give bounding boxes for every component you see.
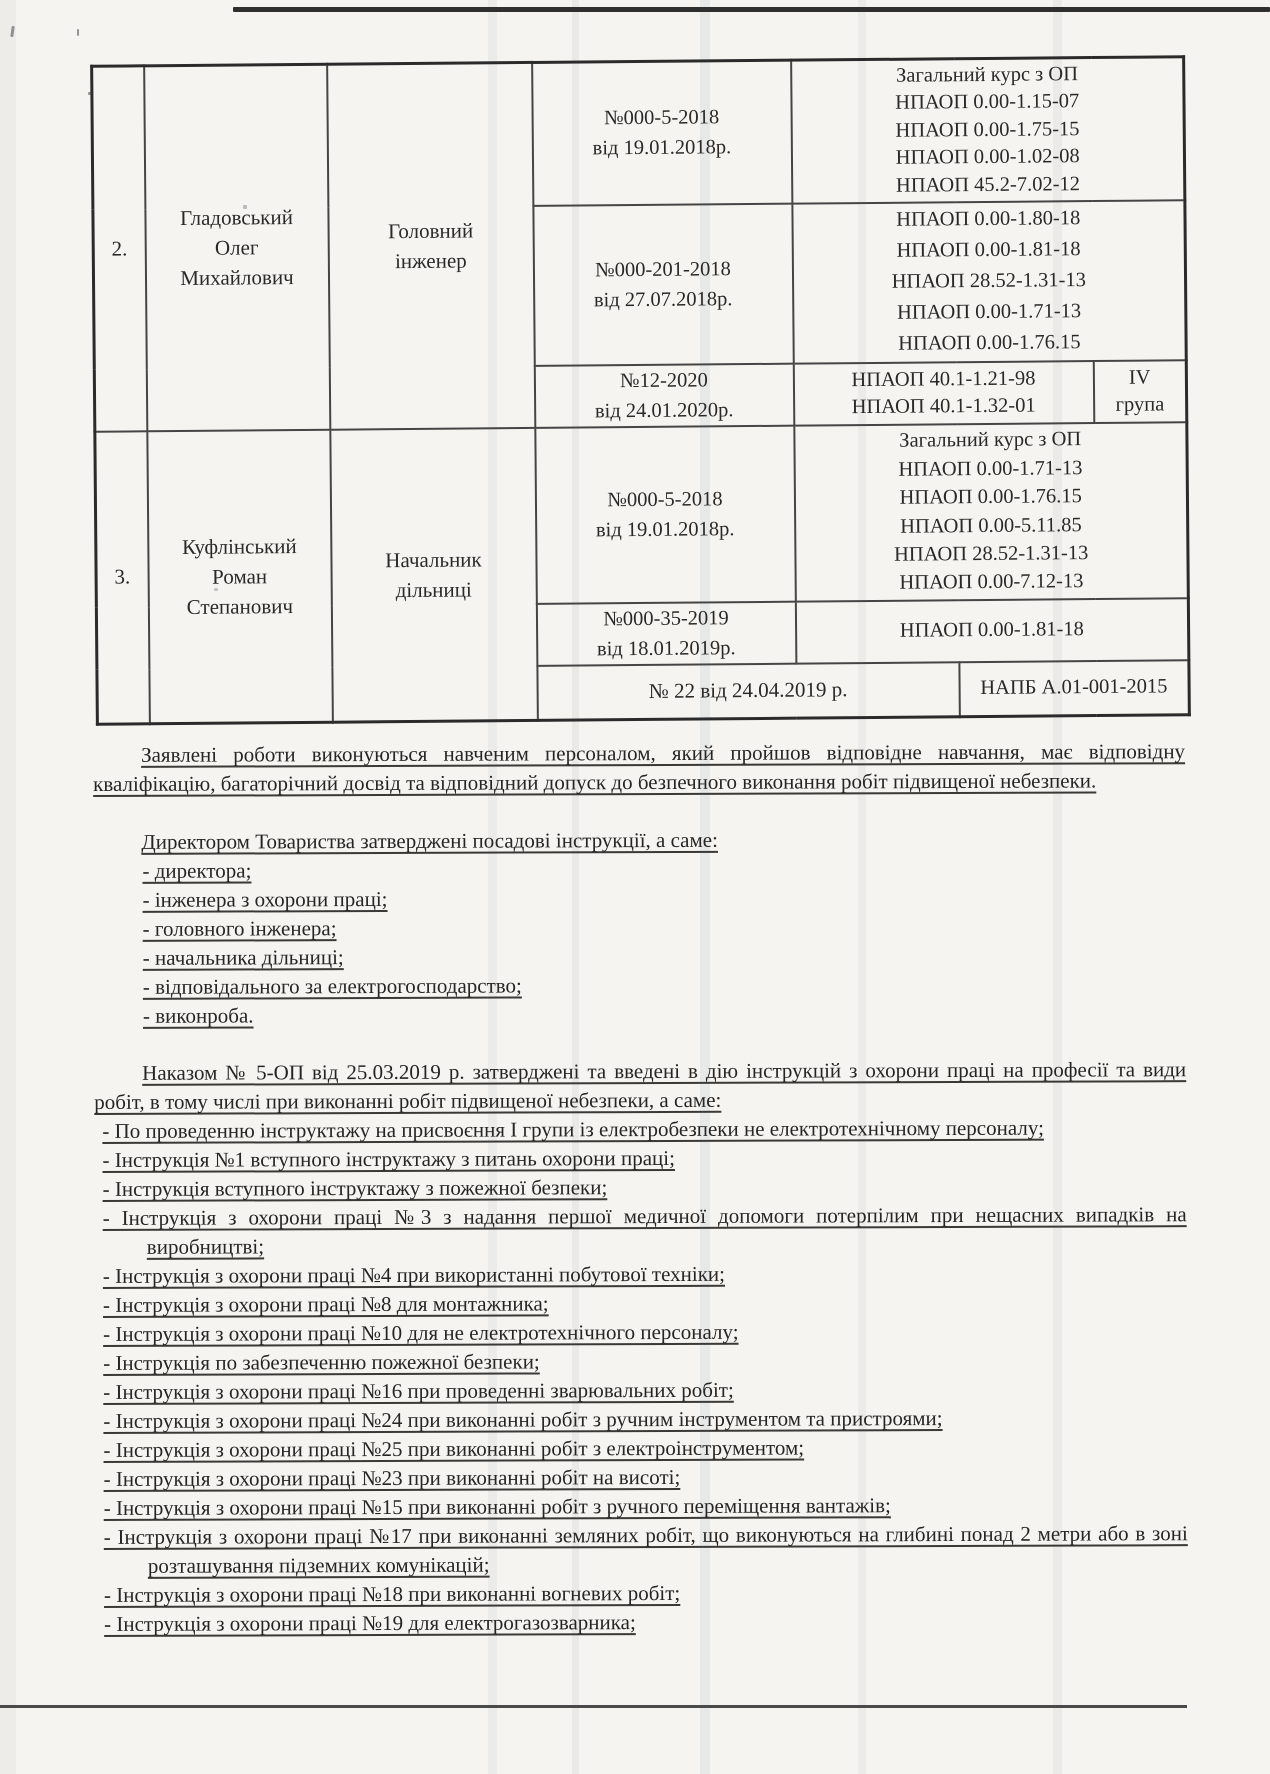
text-line: НПАОП 0.00-1.71-13 bbox=[896, 300, 1082, 324]
work-instruction-item: - Інструкція з охорони праці №16 при проведенні зварювальних робіт; bbox=[103, 1377, 734, 1404]
npaop-codes-cell bbox=[793, 361, 1094, 426]
text-line: НПАОП 0.00-1.02-08 bbox=[895, 145, 1080, 169]
text-line: Степанович bbox=[186, 593, 294, 619]
job-instruction-item: - головного інженера; bbox=[142, 916, 337, 941]
text-line: НПАОП 0.00-1.75-15 bbox=[895, 117, 1080, 142]
text-line: НПАОП 0.00-1.81-18 bbox=[899, 618, 1084, 642]
row-number-cell bbox=[92, 66, 147, 431]
text-line: №12-2020 bbox=[619, 368, 708, 392]
text-line: від 24.01.2020р. bbox=[594, 398, 734, 422]
employee-name-cell bbox=[147, 429, 333, 724]
npaop-codes-cell bbox=[795, 598, 1189, 663]
certificate-cell bbox=[532, 60, 792, 205]
text-line: інженер bbox=[394, 248, 467, 274]
text-line: НАПБ А.01-001-2015 bbox=[980, 675, 1168, 700]
qualifications-table bbox=[90, 55, 1191, 726]
certificate-cell bbox=[537, 662, 959, 721]
work-instruction-item: - Інструкція з охорони праці №19 для електрогазозварника; bbox=[104, 1610, 636, 1636]
certificate-cell bbox=[534, 363, 794, 427]
paragraph-job-instructions-intro: Директором Товариства затверджені посадові інструкції, а саме: bbox=[141, 827, 718, 854]
certificate-cell bbox=[536, 601, 796, 665]
work-instruction-item: - Інструкція з охорони праці №17 при виконанні земляних робіт, що виконуються на глибині понад 2 метри або в зоні розташування підземних комунікацій; bbox=[103, 1521, 1188, 1578]
work-instruction-item: - Інструкція з охорони праці №24 при виконанні робіт з ручним інструментом та пристроями; bbox=[103, 1406, 943, 1433]
text-line: №000-5-2018 bbox=[607, 487, 723, 511]
paragraph-qualified-personnel: Заявлені роботи виконуються навченим персоналом, який пройшов відповідне навчання, має відповідну кваліфікацію, багаторічний досвід та відповідний допуск до безпечного виконання робіт підвищеної небезпеки. bbox=[93, 739, 1186, 796]
row-number-cell bbox=[95, 431, 150, 724]
certificate-cell bbox=[533, 203, 793, 365]
text-line: Куфлінський bbox=[181, 533, 297, 559]
text-line: Роман bbox=[212, 564, 268, 589]
work-instruction-item: - Інструкція по забезпеченню пожежної безпеки; bbox=[103, 1349, 540, 1375]
job-instruction-item: - директора; bbox=[142, 858, 252, 883]
job-instruction-item: - відповідального за електрогосподарство; bbox=[142, 973, 522, 999]
job-instruction-item: - інженера з охорони праці; bbox=[142, 886, 388, 912]
work-instruction-item: - Інструкція з охорони праці №10 для не електротехнічного персоналу; bbox=[103, 1319, 739, 1346]
electrical-safety-group-cell bbox=[1093, 360, 1187, 423]
scan-edge-shadow bbox=[0, 0, 16, 1774]
text-line: НПАОП 0.00-1.76.15 bbox=[898, 331, 1081, 355]
text-line: Начальник bbox=[385, 547, 482, 572]
qualifications-table-wrapper bbox=[90, 55, 1191, 726]
position-cell bbox=[327, 62, 535, 429]
text-line: IV bbox=[1128, 366, 1151, 389]
npaop-codes-cell bbox=[791, 57, 1185, 203]
text-line: група bbox=[1115, 392, 1165, 416]
text-line: НПАОП 0.00-1.71-13 bbox=[898, 456, 1083, 481]
scan-artifact-bottom-line bbox=[0, 1705, 1187, 1708]
npaop-codes-cell bbox=[794, 422, 1189, 601]
text-line: дільниці bbox=[395, 577, 472, 602]
text-line: НПАОП 0.00-1.80-18 bbox=[896, 207, 1081, 231]
work-instruction-item: - Інструкція вступного інструктажу з пожежної безпеки; bbox=[102, 1175, 608, 1201]
work-instruction-item: - Інструкція з охорони праці №23 при виконанні робіт на висоті; bbox=[103, 1464, 681, 1491]
work-instruction-item: - Інструкція з охорони праці №8 для монтажника; bbox=[102, 1291, 549, 1317]
work-instruction-item: - Інструкція №1 вступного інструктажу з питань охорони праці; bbox=[102, 1145, 675, 1172]
npaop-codes-cell bbox=[792, 200, 1186, 363]
paragraph-order-intro: Наказом № 5-ОП від 25.03.2019 р. затверджені та введені в дію інструкцій з охорони праці на професії та види робіт, в тому числі при виконанні робіт підвищеної небезпеки, а саме: bbox=[94, 1057, 1187, 1114]
document-body-text bbox=[93, 737, 1188, 1639]
text-line: від 27.07.2018р. bbox=[593, 287, 733, 311]
text-line: №000-35-2019 bbox=[603, 606, 729, 630]
work-instruction-item: - По проведенню інструктажу на присвоєння І групи із електробезпеки не електротехнічному персоналу; bbox=[102, 1115, 1044, 1143]
text-line: Михайлович bbox=[180, 265, 294, 291]
work-instruction-item: - Інструкція з охорони праці №3 з надання першої медичної допомоги потерпілим при нещасних випадків на виробництві; bbox=[102, 1202, 1187, 1259]
text-line: Загальний курс з ОП bbox=[899, 428, 1082, 453]
text-line: НПАОП 0.00-1.81-18 bbox=[896, 238, 1081, 262]
npaop-codes-cell bbox=[959, 660, 1189, 717]
text-line: НПАОП 40.1-1.21-98 bbox=[851, 367, 1036, 391]
position-cell bbox=[330, 427, 538, 722]
text-line: НПАОП 28.52-1.31-13 bbox=[891, 269, 1087, 293]
text-line: від 19.01.2018р. bbox=[592, 136, 732, 160]
table-row bbox=[92, 57, 1185, 210]
text-line: НПАОП 28.52-1.31-13 bbox=[893, 542, 1089, 566]
text-line: №000-201-2018 bbox=[594, 257, 731, 281]
employee-name-cell bbox=[144, 64, 330, 431]
table-row bbox=[95, 422, 1189, 608]
work-instruction-item: - Інструкція з охорони праці №4 при використанні побутової техніки; bbox=[102, 1261, 726, 1288]
text-line: НПАОП 45.2-7.02-12 bbox=[895, 172, 1081, 197]
work-instructions-list bbox=[94, 1113, 1188, 1639]
text-line: Головний bbox=[387, 218, 474, 244]
job-instructions-list bbox=[93, 853, 1186, 1031]
text-line: НПАОП 0.00-1.76.15 bbox=[899, 485, 1082, 509]
text-line: № 22 від 24.04.2019 р. bbox=[648, 677, 848, 704]
text-line: НПАОП 0.00-1.15-07 bbox=[895, 90, 1080, 114]
text-line: Загальний курс з ОП bbox=[895, 62, 1079, 87]
row-number: 2. bbox=[111, 236, 128, 261]
job-instruction-item: - виконроба. bbox=[142, 1003, 254, 1028]
text-line: НПАОП 40.1-1.32-01 bbox=[851, 394, 1036, 418]
text-line: Олег bbox=[214, 235, 259, 260]
work-instruction-item: - Інструкція з охорони праці №25 при виконанні робіт з електроінструментом; bbox=[103, 1435, 805, 1462]
scan-speck bbox=[77, 29, 79, 36]
certificate-cell bbox=[535, 425, 796, 603]
text-line: НПАОП 0.00-7.12-13 bbox=[899, 570, 1084, 595]
text-line: від 18.01.2019р. bbox=[596, 636, 736, 660]
text-line: Гладовський bbox=[179, 205, 294, 231]
work-instruction-item: - Інструкція з охорони праці №15 при виконанні робіт з ручного переміщення вантажів; bbox=[103, 1493, 891, 1520]
text-line: №000-5-2018 bbox=[603, 106, 720, 130]
row-number: 3. bbox=[114, 564, 131, 589]
job-instruction-item: - начальника дільниці; bbox=[142, 945, 344, 970]
work-instruction-item: - Інструкція з охорони праці №18 при виконанні вогневих робіт; bbox=[103, 1580, 681, 1607]
scan-artifact-top-line bbox=[233, 7, 1270, 12]
text-line: від 19.01.2018р. bbox=[595, 517, 735, 541]
text-line: НПАОП 0.00-5.11.85 bbox=[900, 513, 1082, 538]
